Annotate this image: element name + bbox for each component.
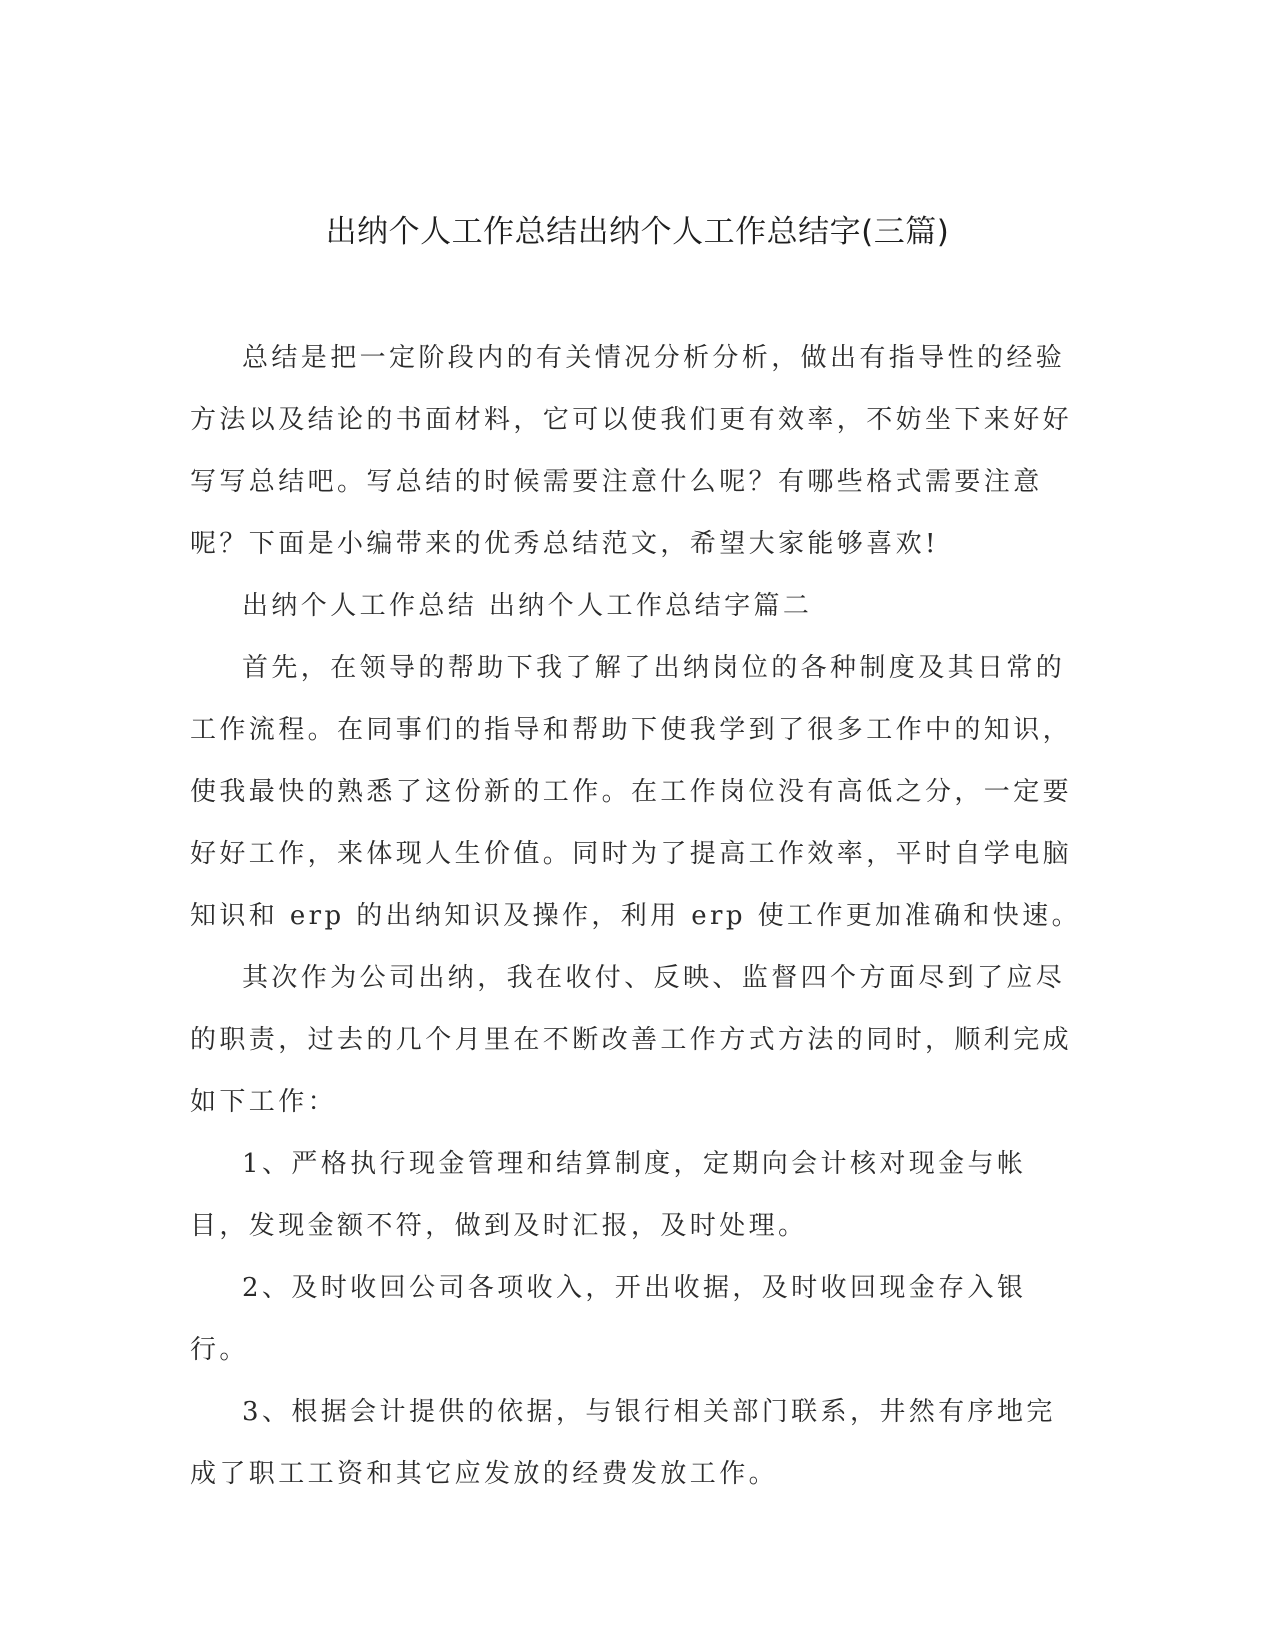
section-heading: 出纳个人工作总结 出纳个人工作总结字篇二 — [242, 591, 813, 621]
body-paragraph: 首先，在领导的帮助下我了解了出纳岗位的各种制度及其日常的工作流程。在同事们的指导和帮助下使我学到了很多工作中的知识，使我最快的熟悉了这份新的工作。在工作岗位没有高低之分，一定要好好工作，来体现人生价值。同时为了提高工作效率，平时自学电脑知识和 erp 的出纳知识及操作，利用 erp 使工作更加准确和快速。 — [190, 653, 1081, 931]
list-item: 3、根据会计提供的依据，与银行相关部门联系，井然有序地完成了职工工资和其它应发放的经费发放工作。 — [190, 1397, 1056, 1489]
body-paragraph: 其次作为公司出纳，我在收付、反映、监督四个方面尽到了应尽的职责，过去的几个月里在不断改善工作方式方法的同时，顺利完成如下工作： — [190, 963, 1073, 1117]
document-title: 出纳个人工作总结出纳个人工作总结字(三篇) — [325, 214, 950, 250]
document-body — [190, 327, 1085, 1505]
intro-paragraph: 总结是把一定阶段内的有关情况分析分析，做出有指导性的经验方法以及结论的书面材料，它可以使我们更有效率，不妨坐下来好好写写总结吧。写总结的时候需要注意什么呢？有哪些格式需要注意呢？下面是小编带来的优秀总结范文，希望大家能够喜欢! — [190, 343, 1073, 559]
list-item: 2、及时收回公司各项收入，开出收据，及时收回现金存入银行。 — [190, 1273, 1027, 1365]
list-item: 1、严格执行现金管理和结算制度，定期向会计核对现金与帐目，发现金额不符，做到及时汇报，及时处理。 — [190, 1149, 1027, 1241]
